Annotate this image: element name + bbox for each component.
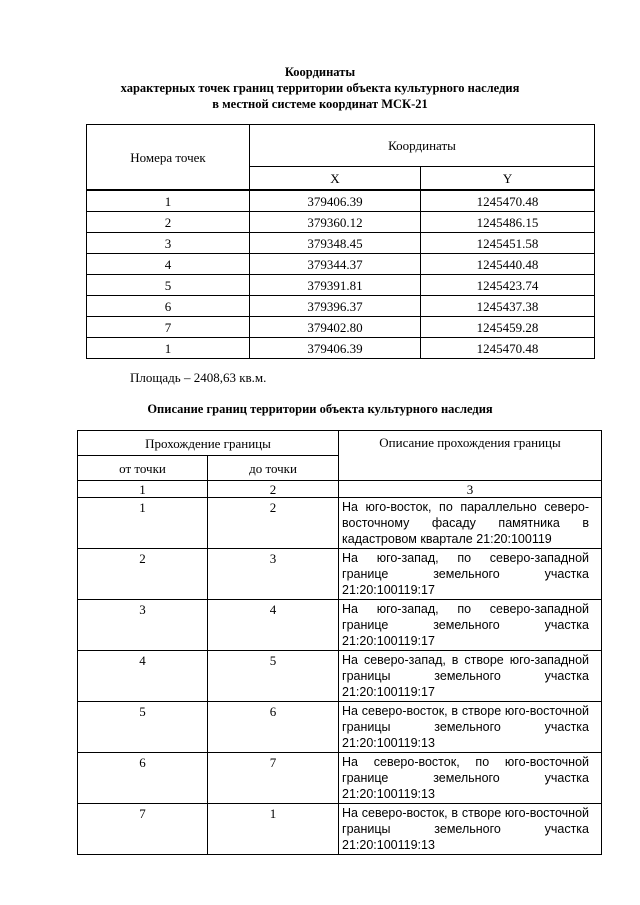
point-number: 5 — [87, 275, 250, 296]
border-description: На северо-запад, в створе юго-западной границы земельного участка 21:20:100119:17 — [339, 651, 602, 702]
x-value: 379406.39 — [250, 338, 421, 359]
border-description: На северо-восток, в створе юго-восточной границы земельного участка 21:20:100119:13 — [339, 702, 602, 753]
table-row — [78, 702, 602, 753]
column-number: 1 — [78, 481, 208, 498]
header-y: Y — [421, 167, 595, 191]
point-number: 1 — [87, 190, 250, 212]
table-row — [87, 338, 595, 359]
table-row — [87, 254, 595, 275]
border-description: На юго-запад, по северо-западной границе земельного участка 21:20:100119:17 — [339, 549, 602, 600]
point-number: 3 — [87, 233, 250, 254]
header-border-passage: Прохождение границы — [78, 431, 339, 456]
point-number: 7 — [87, 317, 250, 338]
y-value: 1245486.15 — [421, 212, 595, 233]
from-point: 2 — [78, 549, 208, 600]
table-row — [78, 651, 602, 702]
table-row — [87, 317, 595, 338]
x-value: 379406.39 — [250, 190, 421, 212]
to-point: 5 — [208, 651, 339, 702]
from-point: 1 — [78, 498, 208, 549]
point-number: 2 — [87, 212, 250, 233]
coords-heading — [0, 64, 640, 112]
table-row — [78, 600, 602, 651]
borders-heading: Описание границ территории объекта культурного наследия — [147, 402, 493, 416]
table-row — [87, 275, 595, 296]
table-row — [87, 212, 595, 233]
from-point: 3 — [78, 600, 208, 651]
table-row — [78, 498, 602, 549]
from-point: 5 — [78, 702, 208, 753]
y-value: 1245440.48 — [421, 254, 595, 275]
table-row — [87, 296, 595, 317]
border-description: На северо-восток, по юго-восточной границе земельного участка 21:20:100119:13 — [339, 753, 602, 804]
coords-heading-line2: характерных точек границ территории объекта культурного наследия — [120, 81, 520, 95]
y-value: 1245470.48 — [421, 338, 595, 359]
table-row — [78, 804, 602, 855]
y-value: 1245437.38 — [421, 296, 595, 317]
header-coordinates: Координаты — [250, 125, 595, 167]
to-point: 1 — [208, 804, 339, 855]
x-value: 379360.12 — [250, 212, 421, 233]
x-value: 379348.45 — [250, 233, 421, 254]
borders-table — [77, 430, 602, 855]
point-number: 6 — [87, 296, 250, 317]
border-description: На северо-восток, в створе юго-восточной границы земельного участка 21:20:100119:13 — [339, 804, 602, 855]
coords-heading-line3: в местной системе координат МСК-21 — [212, 97, 428, 111]
x-value: 379344.37 — [250, 254, 421, 275]
from-point: 4 — [78, 651, 208, 702]
from-point: 7 — [78, 804, 208, 855]
area-text: Площадь – 2408,63 кв.м. — [130, 370, 267, 385]
to-point: 6 — [208, 702, 339, 753]
point-number: 1 — [87, 338, 250, 359]
header-to-point: до точки — [208, 456, 339, 481]
y-value: 1245459.28 — [421, 317, 595, 338]
header-from-point: от точки — [78, 456, 208, 481]
header-border-description: Описание прохождения границы — [339, 431, 602, 481]
header-point-numbers: Номера точек — [87, 125, 250, 191]
coordinates-table — [86, 124, 595, 359]
x-value: 379396.37 — [250, 296, 421, 317]
table-row — [87, 233, 595, 254]
column-number: 3 — [339, 481, 602, 498]
y-value: 1245423.74 — [421, 275, 595, 296]
x-value: 379391.81 — [250, 275, 421, 296]
to-point: 2 — [208, 498, 339, 549]
table-row — [87, 190, 595, 212]
x-value: 379402.80 — [250, 317, 421, 338]
table-row — [78, 549, 602, 600]
border-description: На юго-восток, по параллельно северо-восточному фасаду памятника в кадастровом квартале 21:20:100119 — [339, 498, 602, 549]
y-value: 1245470.48 — [421, 190, 595, 212]
y-value: 1245451.58 — [421, 233, 595, 254]
border-description: На юго-запад, по северо-западной границе земельного участка 21:20:100119:17 — [339, 600, 602, 651]
from-point: 6 — [78, 753, 208, 804]
to-point: 4 — [208, 600, 339, 651]
point-number: 4 — [87, 254, 250, 275]
coords-heading-line1: Координаты — [284, 65, 356, 79]
table-row — [78, 753, 602, 804]
to-point: 3 — [208, 549, 339, 600]
header-x: X — [250, 167, 421, 191]
to-point: 7 — [208, 753, 339, 804]
column-number: 2 — [208, 481, 339, 498]
